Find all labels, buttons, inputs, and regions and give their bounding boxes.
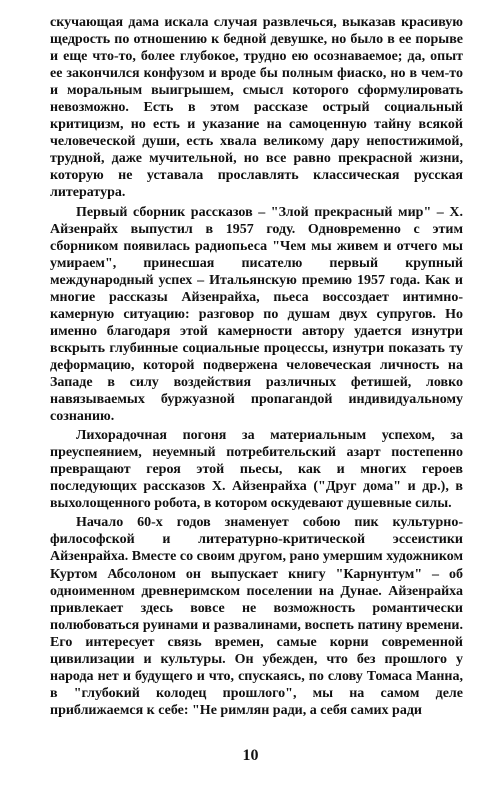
paragraph-1: скучающая дама искала случая развлечься, выказав красивую щедрость по отношению к бедной девушке, но было в ее порыве и еще что-то, более глубокое, трудно ею осознаваемое; да, опыт ее закончился конфузом и вроде бы полным фиаско, но в чем-то и моральным выигрышем, смысл которого сформулировать невозможно. Есть в этом рассказе острый социальный критицизм, но есть и указание на самоценную тайну всякой человеческой души, есть хвала великому дару непостижимой, трудной, даже мучительной, но все равно прекрасной жизни, которую не уставала прославлять классическая русская литература.: [50, 15, 463, 201]
page-number: 10: [242, 747, 259, 764]
paragraph-4: Начало 60-х годов знаменует собою пик культурно-философской и литературно-критической эссеистики Айзенрайха. Вместе со своим другом, рано умершим художником Куртом Абсолоном он выпускает книгу "Карнунтум" – об одноименном древнеримском поселении на Дунае. Айзенрайха привлекает здесь вовсе не возможность романтически полюбоваться руинами и развалинами, воспеть патину времени. Его интересует связь времен, самые корни современной цивилизации и культуры. Он убежден, что без прошлого у народа нет и будущего и что, спускаясь, по слову Томаса Манна, в "глубокий колодец прошлого", мы на самом деле приближаемся к себе: "Не римлян ради, а себя самих ради: [50, 515, 463, 718]
page-text: [50, 14, 463, 721]
paragraph-2: Первый сборник рассказов – "Злой прекрасный мир" – Х. Айзенрайх выпустил в 1957 году. Одновременно с этим сборником появилась радиопьеса "Чем мы живем и отчего мы умираем", принесшая писателю первый крупный международный успех – Итальянскую премию 1957 года. Как и многие рассказы Айзенрайха, пьеса воссоздает интимно-камерную ситуацию: разговор по душам двух супругов. Но именно благодаря этой камерности автору удается изнутри вскрыть глубинные социальные процессы, изнутри показать ту деформацию, которой подвержена человеческая личность на Западе в силу воздействия различных фетишей, ловко навязываемых буржуазной пропагандой индивидуальному сознанию.: [50, 204, 463, 425]
paragraph-3: Лихорадочная погоня за материальным успехом, за преуспеянием, неуемный потребительский азарт постепенно превращают героя этой пьесы, как и многих героев последующих рассказов Х. Айзенрайха ("Друг дома" и др.), в выхолощенного робота, в котором оскудевают душевные силы.: [50, 428, 463, 512]
